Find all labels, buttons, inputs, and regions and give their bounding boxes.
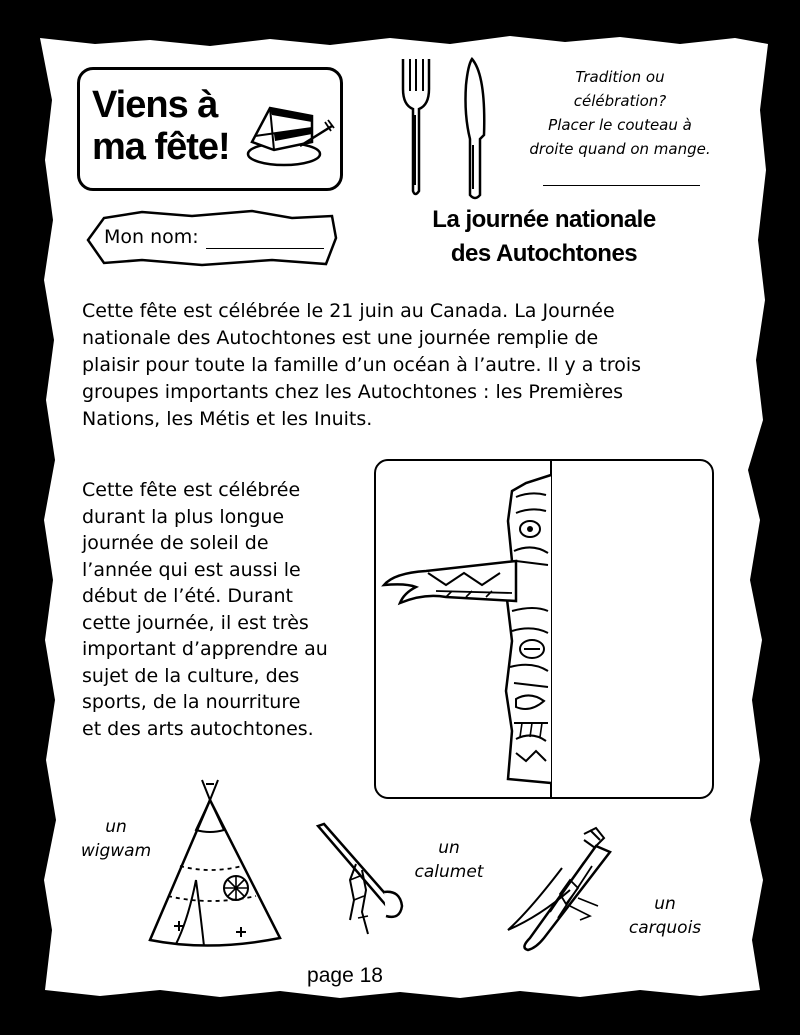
title-card <box>77 67 343 191</box>
wigwam-illustration <box>140 770 290 955</box>
quiver-illustration <box>500 820 630 960</box>
tradition-answer-line[interactable] <box>543 185 700 186</box>
half-totem-illustration <box>376 461 712 797</box>
page-title <box>92 84 242 168</box>
fork-icon <box>395 55 435 200</box>
paragraph-line: journée de soleil de <box>82 532 269 554</box>
title-line-1: Viens à <box>92 84 218 126</box>
label-line: wigwam <box>80 841 152 861</box>
paragraph-line: et des arts autochtones. <box>82 717 314 740</box>
tradition-line: droite quand on mange. <box>529 140 711 158</box>
tradition-line: Tradition ou <box>575 68 665 86</box>
heading-line-2: des Autochtones <box>450 240 638 267</box>
carquois-label <box>623 892 707 940</box>
paragraph-line: plaisir pour toute la famille d’un océan à l’autre. Il y a trois <box>82 354 642 376</box>
paragraph-line: sujet de la culture, des <box>82 664 300 687</box>
paragraph-line: nationale des Autochtones est une journée remplie de <box>82 327 599 349</box>
paragraph-line: Cette fête est célébrée le 21 juin au Canada. La Journée <box>82 300 615 322</box>
paragraph-line: Nations, les Métis et les Inuits. <box>82 408 373 430</box>
paragraph-line: l’année qui est aussi le <box>82 558 301 581</box>
paragraph-line: Cette fête est célébrée <box>82 479 301 501</box>
section-heading <box>425 203 663 271</box>
label-line: un <box>105 817 127 837</box>
paragraph-line: important d’apprendre au <box>82 638 328 660</box>
paragraph-line: cette journée, il est très <box>82 611 309 634</box>
drawing-area[interactable] <box>374 459 714 799</box>
name-label: Mon nom: <box>104 226 199 248</box>
calumet-label <box>408 836 490 884</box>
label-line: calumet <box>414 862 484 882</box>
paragraph-line: groupes importants chez les Autochtones : les Premières <box>82 381 624 403</box>
paragraph-line: début de l’été. Durant <box>82 585 293 607</box>
label-line: un <box>654 894 676 914</box>
knife-icon <box>456 55 492 203</box>
intro-paragraph <box>82 298 712 433</box>
label-line: carquois <box>628 918 702 938</box>
calumet-illustration <box>310 820 410 945</box>
page-number: page 18 <box>307 964 383 987</box>
details-paragraph <box>82 477 362 742</box>
tradition-line: Placer le couteau à <box>548 116 692 134</box>
paragraph-line: durant la plus longue <box>82 505 285 528</box>
cake-slice-icon <box>240 98 335 173</box>
tradition-line: célébration? <box>573 92 667 110</box>
title-line-2: ma fête! <box>92 126 230 168</box>
tradition-note <box>515 65 725 161</box>
name-input-line[interactable] <box>206 248 324 249</box>
heading-line-1: La journée nationale <box>432 206 656 233</box>
paragraph-line: sports, de la nourriture <box>82 691 301 713</box>
label-line: un <box>438 838 460 858</box>
